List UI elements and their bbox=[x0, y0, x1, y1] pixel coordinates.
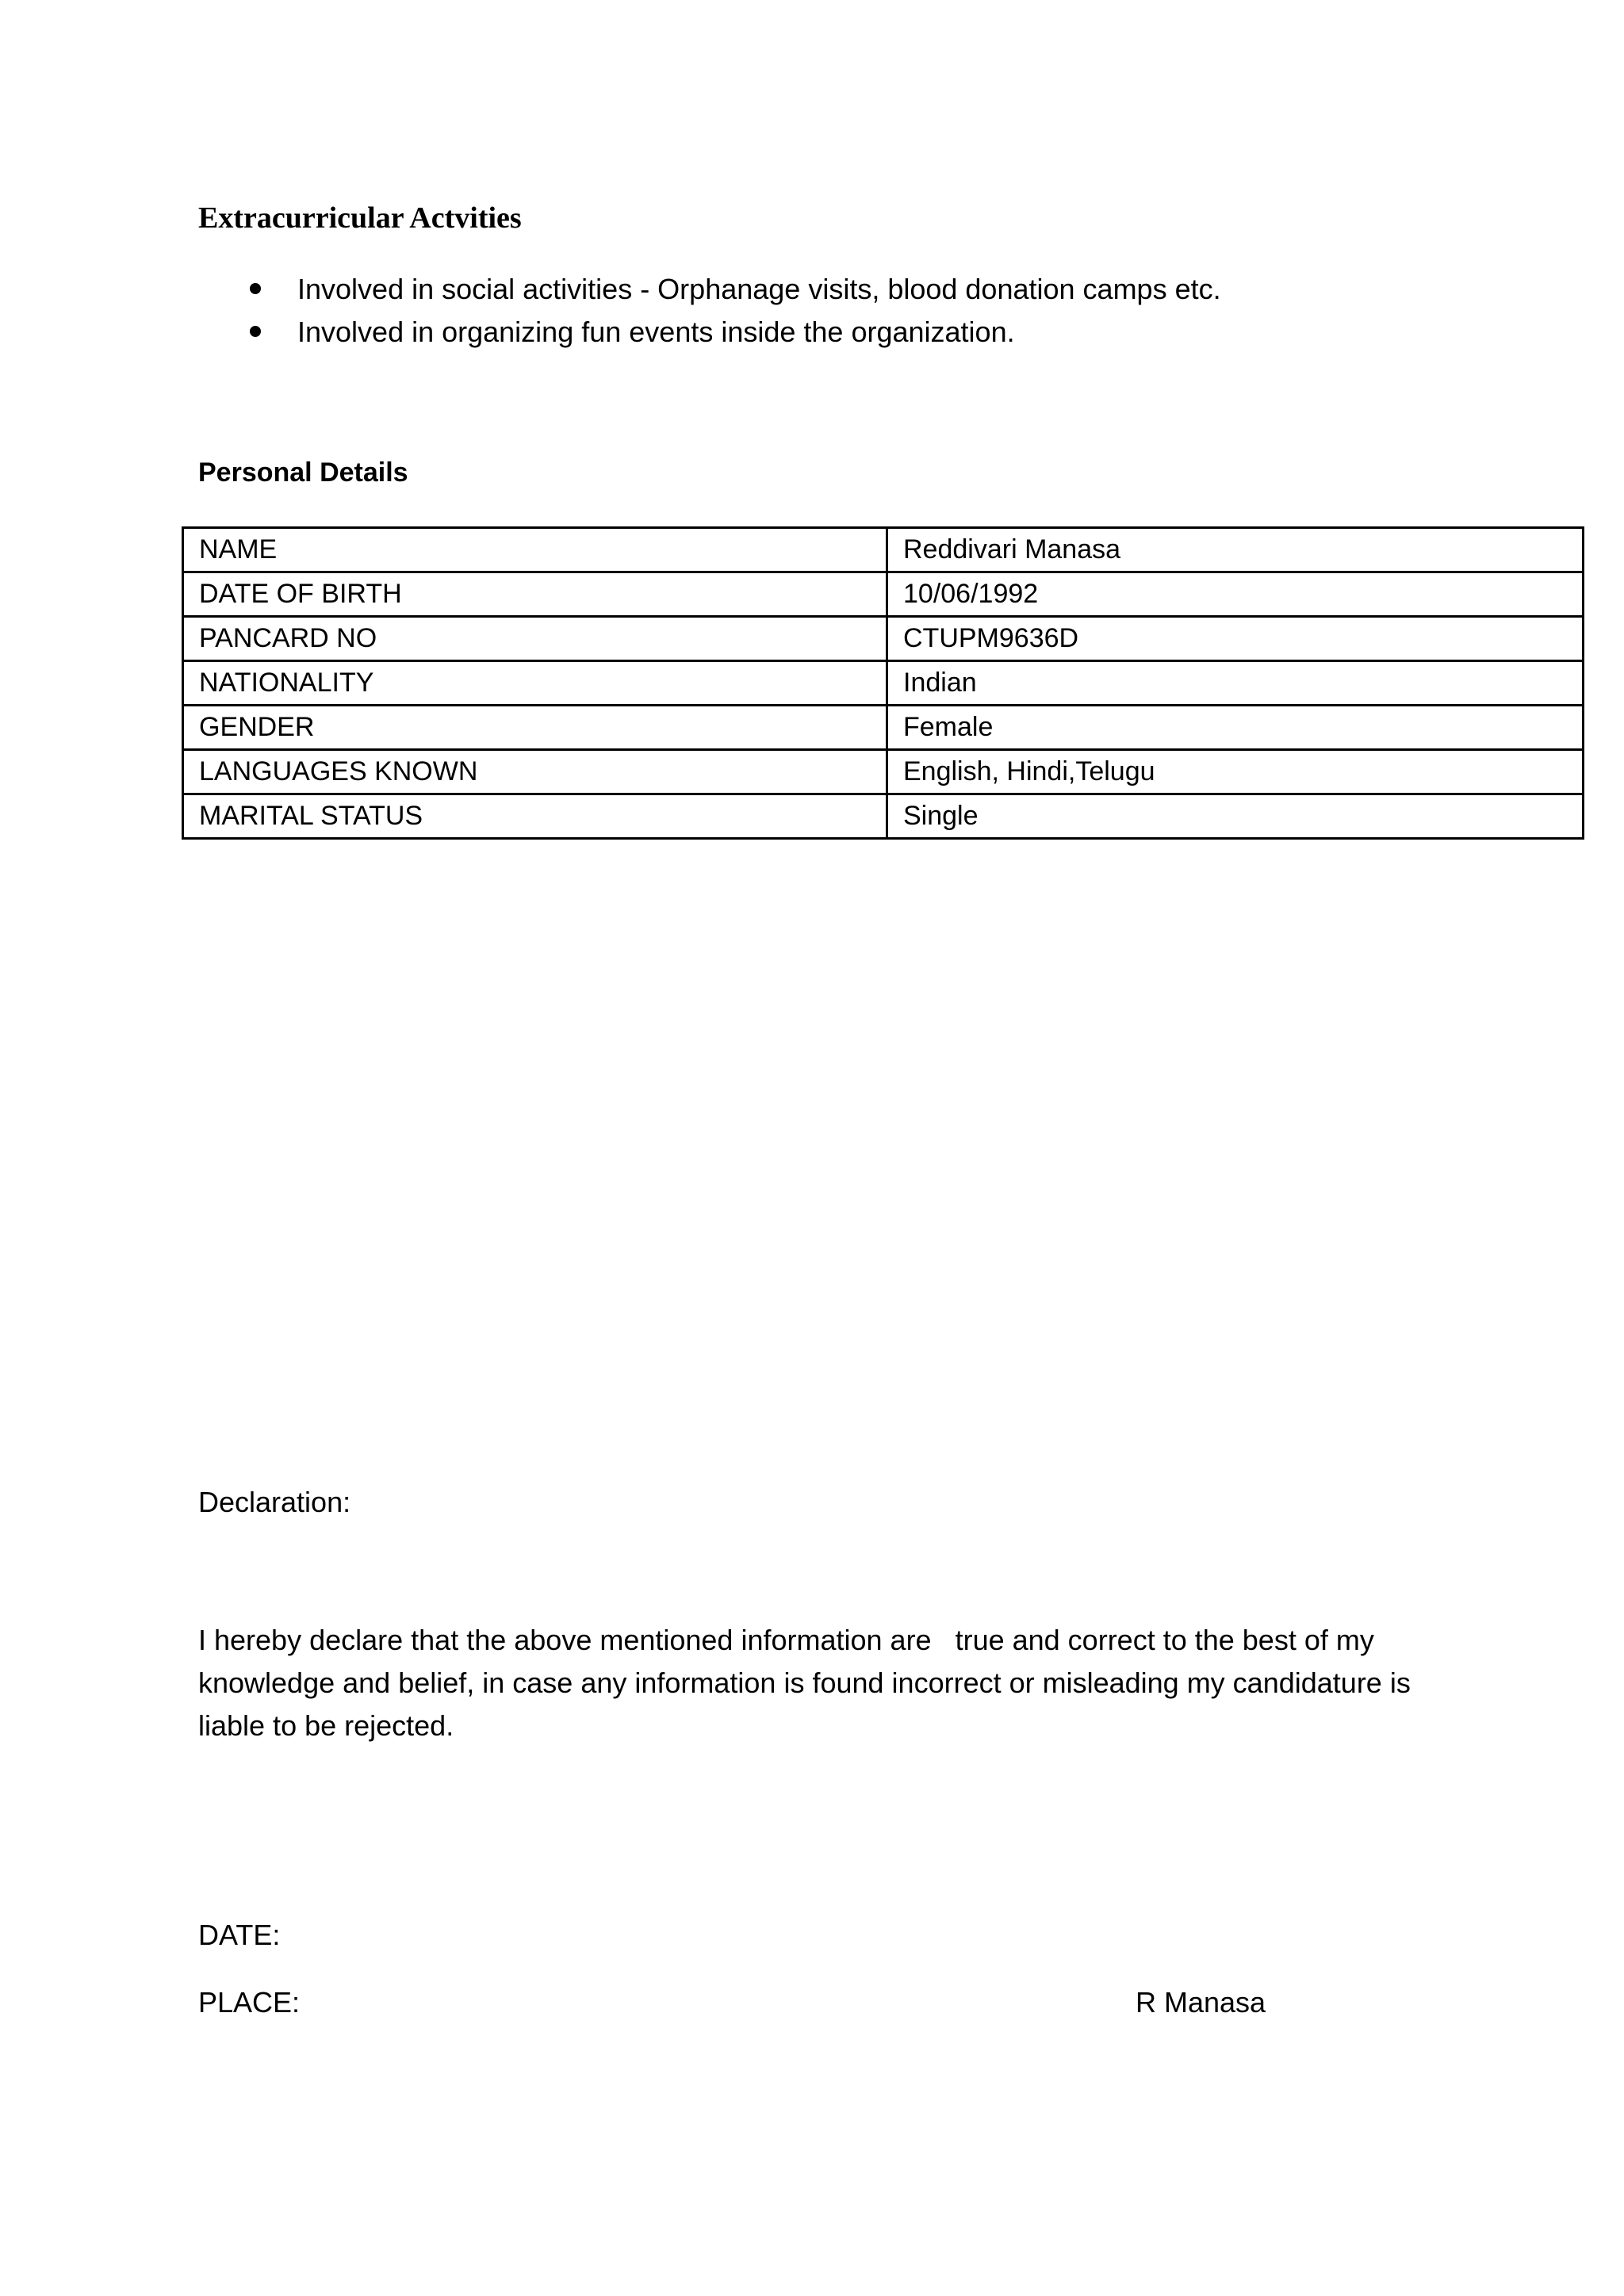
row-label: GENDER bbox=[183, 706, 887, 750]
row-value: Indian bbox=[887, 661, 1584, 706]
personal-details-table bbox=[182, 526, 1584, 840]
row-value: Female bbox=[887, 706, 1584, 750]
table-row bbox=[183, 750, 1584, 794]
table-row bbox=[183, 661, 1584, 706]
row-label: NATIONALITY bbox=[183, 661, 887, 706]
row-value: 10/06/1992 bbox=[887, 572, 1584, 617]
row-label: PANCARD NO bbox=[183, 617, 887, 661]
table-row bbox=[183, 617, 1584, 661]
table-row bbox=[183, 706, 1584, 750]
declaration-text: I hereby declare that the above mentioned information are true and correct to the best of my knowledge and belief, in case any information is found incorrect or misleading my candidature is liable to be rejected. bbox=[198, 1624, 1419, 1742]
table-row bbox=[183, 794, 1584, 839]
list-item bbox=[250, 268, 1221, 311]
list-item bbox=[250, 311, 1221, 354]
table-row bbox=[183, 528, 1584, 572]
list-item-text: Involved in organizing fun events inside the organization. bbox=[297, 316, 1015, 348]
row-value: Single bbox=[887, 794, 1584, 839]
row-value: Reddivari Manasa bbox=[887, 528, 1584, 572]
row-label: MARITAL STATUS bbox=[183, 794, 887, 839]
list-item-text: Involved in social activities - Orphanage visits, blood donation camps etc. bbox=[297, 273, 1221, 305]
personal-details-heading: Personal Details bbox=[198, 457, 408, 488]
bullet-icon bbox=[250, 283, 261, 294]
row-label: NAME bbox=[183, 528, 887, 572]
extracurricular-list bbox=[250, 268, 1221, 354]
signature-name: R Manasa bbox=[1136, 1986, 1266, 2019]
row-value: English, Hindi,Telugu bbox=[887, 750, 1584, 794]
extracurricular-heading: Extracurricular Actvities bbox=[198, 201, 522, 235]
place-label: PLACE: bbox=[198, 1986, 301, 2019]
declaration-label: Declaration: bbox=[198, 1486, 351, 1518]
row-label: DATE OF BIRTH bbox=[183, 572, 887, 617]
table-row bbox=[183, 572, 1584, 617]
row-value: CTUPM9636D bbox=[887, 617, 1584, 661]
date-label: DATE: bbox=[198, 1919, 281, 1951]
row-label: LANGUAGES KNOWN bbox=[183, 750, 887, 794]
bullet-icon bbox=[250, 326, 261, 337]
